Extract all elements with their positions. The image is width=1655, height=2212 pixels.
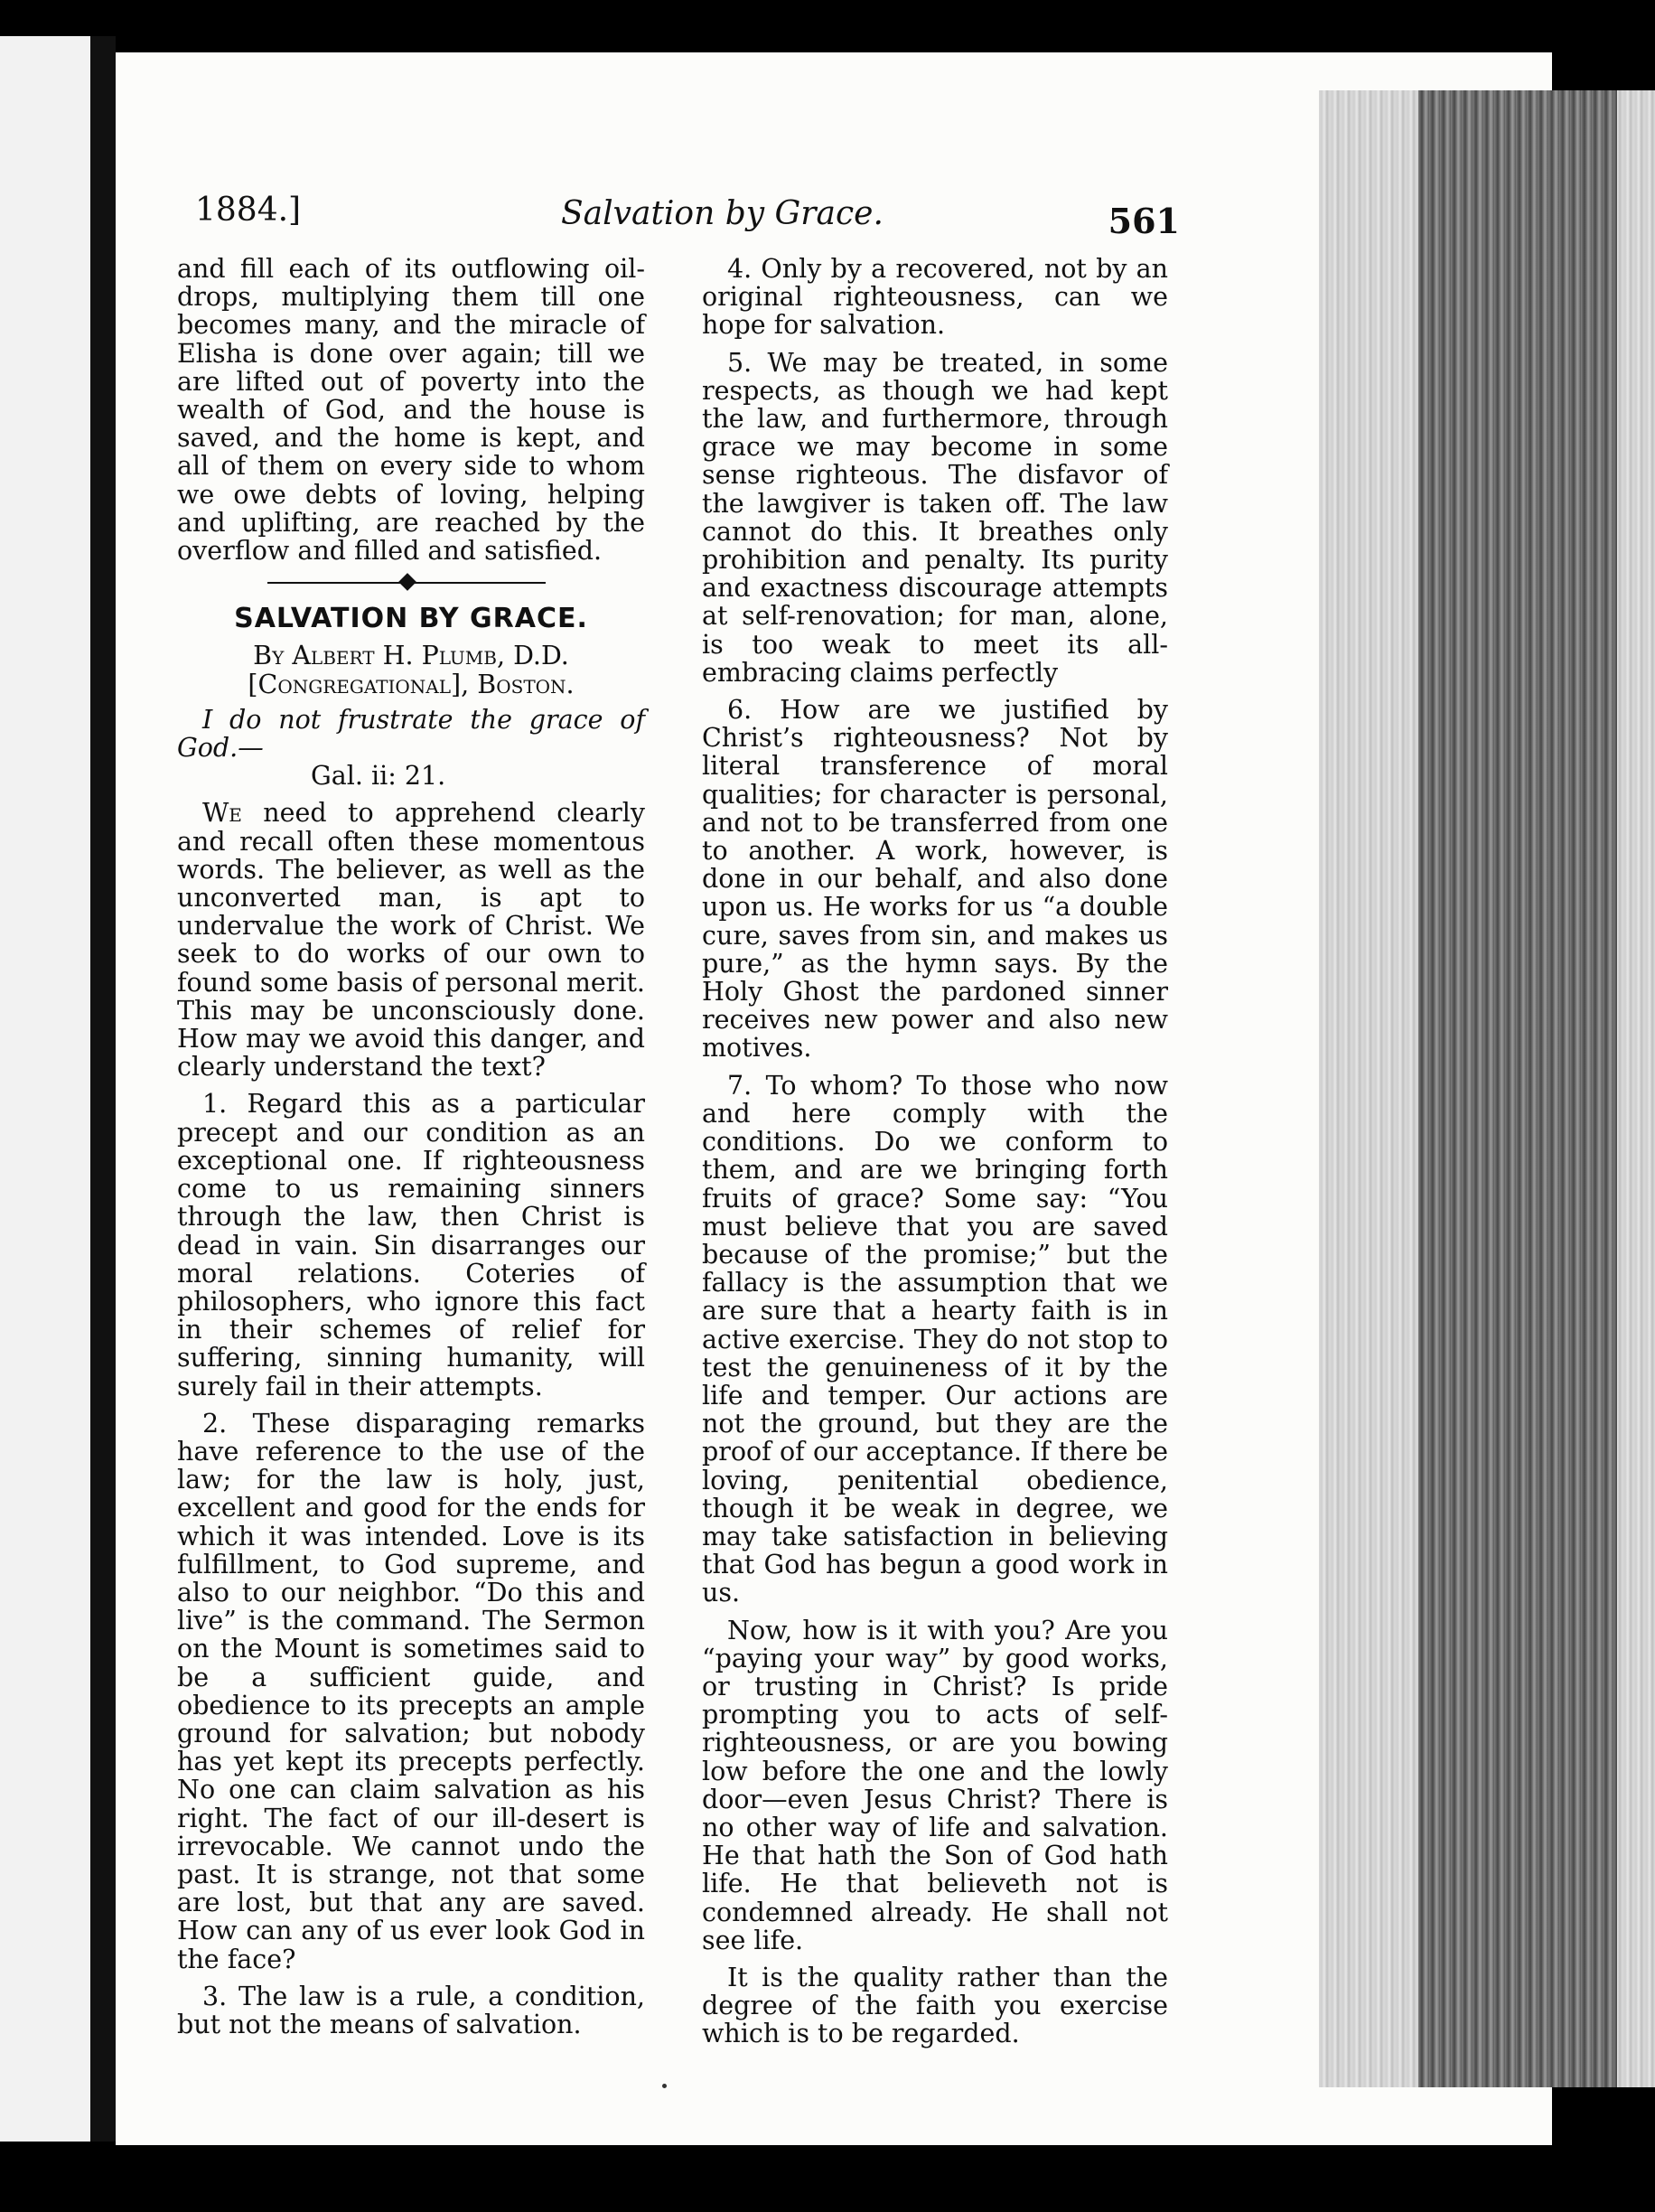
print-speck <box>662 2084 667 2088</box>
header-year: 1884.] <box>195 192 302 229</box>
left-column <box>177 255 645 2048</box>
intro-paragraph <box>177 799 645 1081</box>
section-divider <box>177 574 645 592</box>
intro-lead-word: We <box>202 798 242 829</box>
article-title: SALVATION BY GRACE. <box>234 603 588 635</box>
epigraph-reference: Gal. ii: 21. <box>311 761 446 792</box>
page-block-edge <box>1319 90 1655 2087</box>
point-5: 5. We may be treated, in some respects, as though we had kept the law, and furthermore, through grace we may become in some sense righteous. The disfavor of the lawgiver is taken off. The law cannot do this. It breathes only prohibition and penalty. Its purity and exactness discourage attempts at self-renovation; for man, alone, is too weak to meet its all-embracing claims perfectly <box>702 347 1168 688</box>
continuation-paragraph: and fill each of its outflowing oil-drops, multiplying them till one becomes many, and the miracle of Elisha is done over again; till we are lifted out of poverty into the wealth of God, and the house is saved, and the home is kept, and all of them on every side to whom we owe debts of loving, helping and uplifting, are reached by the overflow and filled and satisfied. <box>177 254 645 567</box>
point-4: 4. Only by a recovered, not by an original righteousness, can we hope for salvation. <box>702 254 1168 341</box>
book-gutter <box>90 36 116 2142</box>
exhortation-paragraph: Now, how is it with you? Are you “paying your way” by good works, or trusting in Christ? Is pride prompting you to acts of self-righteousness, or are you bowing low before the one and the lowly door—even Jesus Christ? There is no other way of life and salvation. He that hath the Son of God hath life. He that believeth not is condemned already. He shall not see life. <box>702 1615 1168 1955</box>
epigraph <box>177 706 645 791</box>
point-6: 6. How are we justified by Christ’s righteousness? Not by literal transference of moral qualities; for character is personal, and not to be transferred from one to another. A work, however, is done in our behalf, and also done upon us. He works for us “a double cure, saves from sin, and makes us pure,” as the hymn says. By the Holy Ghost the pardoned sinner receives new power and also new motives. <box>702 695 1168 1064</box>
point-3: 3. The law is a rule, a condition, but not the means of salvation. <box>177 1981 645 2039</box>
point-7: 7. To whom? To those who now and here comply with the conditions. Do we conform to them, and are we bringing forth fruits of grace? Some say: “You must believe that you are saved because of the promise;” but the fallacy is the assumption that we are sure that a hearty faith is in active exercise. They do not stop to test the genuineness of it by the life and temper. Our actions are not the ground, but they are the proof of our acceptance. If there be loving, penitential obedience, though it be weak in degree, we may take satisfaction in believing that God has begun a good work in us. <box>702 1070 1168 1608</box>
header-title: Salvation by Grace. <box>561 195 884 232</box>
page-number: 561 <box>1108 201 1180 241</box>
point-1: 1. Regard this as a particular precept and our condition as an exceptional one. If righteousness come to us remaining sinners through the law, then Christ is dead in vain. Sin disarranges our moral relations. Coteries of philosophers, who ignore this fact in their schemes of relief for suffering, sinning humanity, will surely fail in their attempts. <box>177 1089 645 1401</box>
intro-text: need to apprehend clearly and recall often these momentous words. The believer, as well as the unconverted man, is apt to undervalue the work of Christ. We seek to do works of our own to found some basis of personal merit. This may be unconsciously done. How may we avoid this danger, and clearly understand the text? <box>177 798 645 1083</box>
running-header <box>195 192 1180 246</box>
byline: By Albert H. Plumb, D.D. [Congregational], Boston. <box>248 641 575 699</box>
epigraph-text: I do not frustrate the grace of God.— <box>177 704 645 764</box>
point-2: 2. These disparaging remarks have reference to the use of the law; for the law is holy, just, excellent and good for the ends for which it was intended. Love is its fulfillment, to God supreme, and also to our neighbor. “Do this and live” is the command. The Sermon on the Mount is sometimes said to be a sufficient guide, and obedience to its precepts an ample ground for salvation; but nobody has yet kept its precepts perfectly. No one can claim salvation as his right. The fact of our ill-desert is irrevocable. We cannot undo the past. It is strange, not that some are lost, but that any are saved. How can any of us ever look God in the face? <box>177 1408 645 1974</box>
closing-paragraph: It is the quality rather than the degree of the faith you exercise which is to be regarded. <box>702 1962 1168 2049</box>
right-column <box>702 255 1168 2057</box>
facing-page-edge <box>0 36 96 2142</box>
